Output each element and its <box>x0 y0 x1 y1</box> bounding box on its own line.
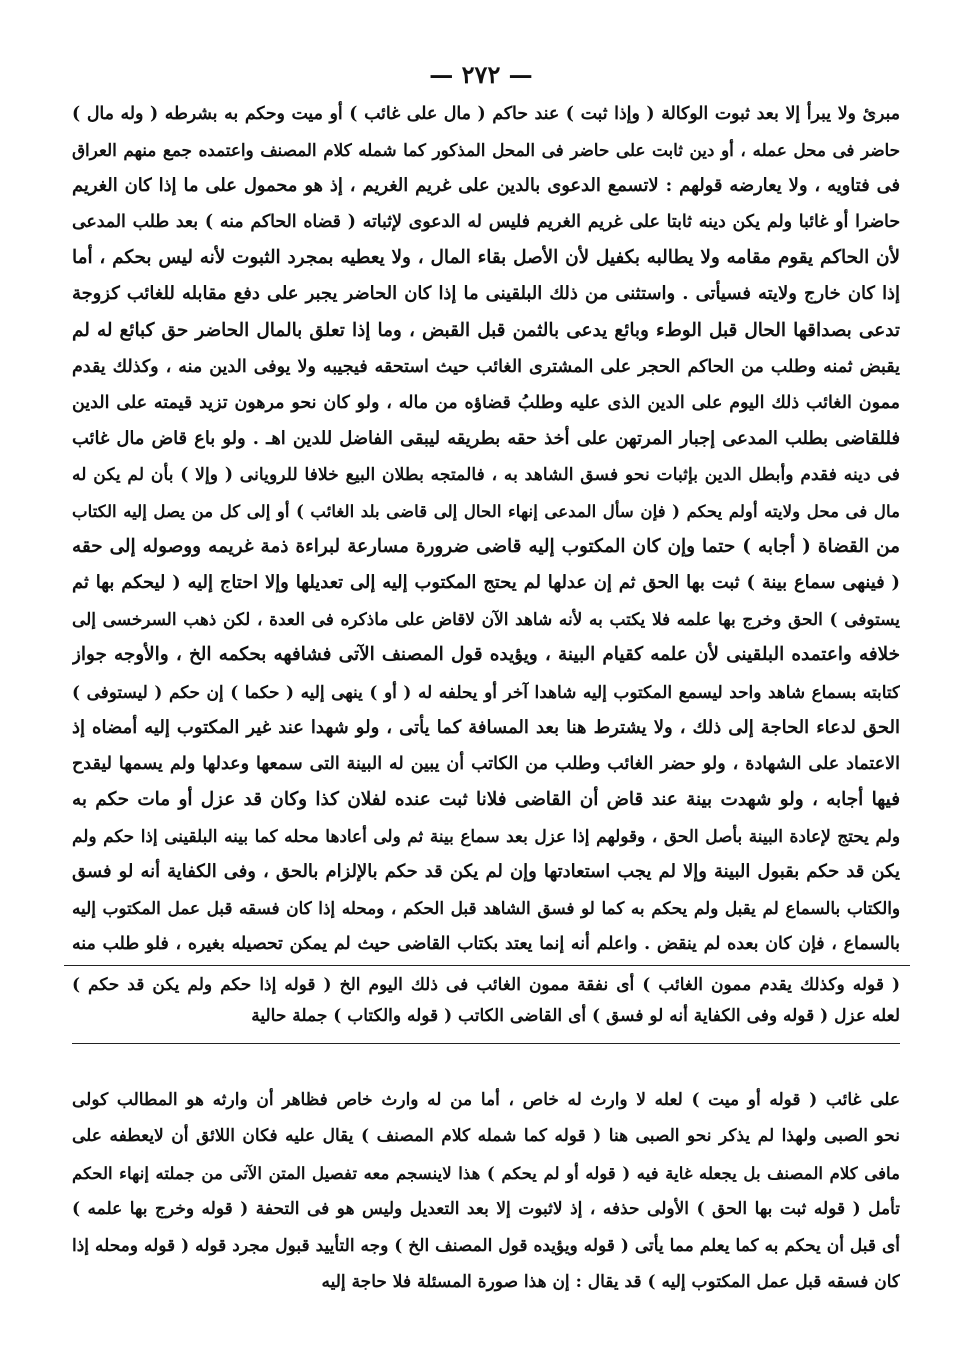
footnote-line: نحو الصبى ولهذا لم يذكر نحو الصبى هنا ( قوله كما شمله كلام المصنف ) يقال عليه فكان اللائق أن لايعطفه على <box>72 1126 900 1147</box>
main-text-line: ممون الغائب ذلك اليوم على الدين الذى عليه وطلبُ قضاؤه من ماله ، ولو كان نحو مرهون تزيد قيمته على الدين <box>72 392 900 413</box>
footnotes-lower <box>72 1082 900 1300</box>
main-text <box>72 96 900 962</box>
main-text-line: والكتاب بالسماع لم يقبل ولم يحكم به كما لو فسق الشاهد قبل الحكم ، ومحله إذا كان فسقه قبل عمل المكتوب إليه <box>72 898 900 919</box>
main-text-line: بالسماع ، فإن كان بعده لم ينقض . واعلم أنه إنما يعتد بكتاب القاضى حيث لم يمكن تحصيله بغيره ، فلو طلب منه <box>72 934 900 955</box>
footnote-line: مافى كلام المصنف بل يجعله غاية فيه ( قوله أو لم يحكم ) هذا لاينسجم معه تفصيل المتن الآتى من جملته إنهاء الحكم <box>72 1162 900 1183</box>
main-text-line: فللقاضى بطلب المدعى إجبار المرتهن على أخذ حقه بطريقه ليبقى الفاضل للدين اهـ . ولو باع قاض مال غائب <box>72 427 900 449</box>
footnote-divider <box>64 965 910 966</box>
main-text-line: يقبض ثمنه وطلب من الحاكم الحجر على المشترى الغائب حيث استحقه فيجيبه ولا يوفى الدين منه ، وكذلك يقدم <box>72 356 900 377</box>
main-text-line: تدعى بصداقها الحال قبل الوطء وبائع يدعى بالثمن قبل القبض ، وما إذا تعلق بالمال الحاضر حق كبائع له لم <box>72 319 900 341</box>
footnote-line: على غائب ( قوله أو ميت ) لعله لا وارث له خاص ، أما من له وارث خاص فظاهر أن وارثه هو المطالب كولى <box>72 1090 900 1110</box>
main-text-line: فى دينه فقدم وأبطل الدين بإثبات نحو فسق الشاهد به ، فالمتجه بطلان البيع خلافا للرويانى ( وإلا ) بأن لم يكن له <box>72 464 900 485</box>
footnote-line: تأمل ( قوله ثبت بها الحق ) الأولى حذفه ، إذ لاثبوت إلا بعد التعديل وليس هو فى التحفة ( قوله وخرج بها علمه ) <box>72 1199 900 1220</box>
page-number: — ٢٧٢ — <box>429 60 533 89</box>
footnote-line: كان فسقه قبل عمل المكتوب إليه ) قد يقال : إن هذا صورة المسئلة فلا حاجة إليه <box>321 1271 900 1292</box>
main-text-line: خلافه واعتمده البلقينى لأن علمه كقيام البينة ، ويؤيده قول المصنف الآتى فشافهه بحكمه الخ ، والأوجه جواز <box>72 644 900 666</box>
main-text-line: يستوفى ) الحق وخرج بها علمه فلا يكتب به لأنه شاهد الآن لاقاض على ماذكره فى العدة ، لكن ذهب السرخسى إلى <box>72 609 900 630</box>
main-text-line: حاضر فى محل عمله ، أو دين ثابت على حاضر فى المحل المذكور كما شمله كلام المصنف واعتمده جمع منهم العراق <box>72 140 900 161</box>
main-text-line: مال فى محل ولايته أولم يحكم ( فإن سأل المدعى إنهاء الحال إلى قاضى بلد الغائب ) أو إلى كل من يصل إليه الكتاب <box>72 501 900 522</box>
footnote-line: أى قبل أن يحكم به كما يعلم مما يأتى ( قوله ويؤيده قول المصنف الخ ) وجه التأييد قبول مجرد قوله ( قوله ومحله إذا <box>72 1235 900 1256</box>
footnote-line: ( قوله وكذلك يقدم ممون الغائب ) أى نفقة ممون الغائب فى ذلك اليوم الخ ( قوله إذا حكم ولم يكن قد حكم ) <box>72 975 900 995</box>
main-text-line: الحق لدعاء الحاجة إلى ذلك ، ولا يشترط هنا بعد المسافة كما يأتى ، ولو شهدا عند غير المكتوب إليه أمضاه إذ <box>72 716 900 738</box>
main-text-line: يكن قد حكم بقبول البينة وإلا لم يجب استعادتها وإن لم يكن قد حكم بالإلزام بالحق ، وفى الكفاية أنه لو فسق <box>72 860 900 882</box>
main-text-line: من القضاة ( أجابه ) حتما وإن كان المكتوب إليه قاضى ضرورة مسارعة لبراءة ذمة غريمه ووصوله إلى حقه <box>72 536 900 558</box>
main-text-line: الاعتماد على الشهادة ، ولو حضر الغائب وطلب من الكاتب أن يبين له البينة التى سمعها وعدلها ولم يسمها ليقدح <box>72 753 900 774</box>
main-text-line: كتابته بسماع شاهد واحد ليسمع المكتوب إليه شاهدا آخر أو يحلفه له ( أو ) ينهى إليه ( حكما ) إن حكم ( ليستوفى ) <box>72 681 900 702</box>
main-text-line: حاضرا أو غائبا ولم يكن دينه ثابتا على غريم الغريم فليس له الدعوى لإثباته ( قضاه الحاكم منه ) بعد طلب المدعى <box>72 212 900 233</box>
main-text-line: ( فينهى سماع بينة ) ثبت بها الحق ثم إن عدلها لم يحتج المكتوب إليه إلى تعديلها وإلا احتاج إليه ( ليحكم بها ثم <box>72 572 900 594</box>
main-text-line: فى فتاويه ، ولا يعارضه قولهم : لاتسمع الدعوى بالدين على غريم الغريم ، إذ هو محمول على ما إذا كان الغريم <box>72 175 900 197</box>
footnote-line: لعله عزل ( قوله وفى الكفاية أنه لو فسق ) أى القاضى الكاتب ( قوله والكتاب ) جملة حالية <box>251 1006 900 1026</box>
main-text-line: لأن الحاكم يقوم مقامه ولا يطالبه بكفيل لأن الأصل بقاء المال ، ولا يعطيه بمجرد الثبوت لأنه ليس بحكم ، أما <box>72 247 900 269</box>
footnotes-upper <box>72 970 900 1032</box>
main-text-line: مبرئ ولا يبرأ إلا بعد ثبوت الوكالة ( وإذا ثبت ) عند حاكم ( مال على غائب ) أو ميت وحكم به بشرطه ( وله مال ) <box>72 104 900 124</box>
main-text-line: فيها أجابه ، ولو شهدت بينة عند قاض أن القاضى فلانا ثبت عنده لفلان كذا وكان قد عزل أو مات حكم به <box>72 788 900 810</box>
main-text-line: إذا كان خارج ولايته فسيأتى . واستثنى من ذلك البلقينى ما إذا كان الحاضر يجبر على دفع مقابله للغائب كزوجة <box>72 283 900 305</box>
main-text-line: ولم يحتج لإعادة البينة بأصل الحق ، وقولهم إذا عزل بعد سماع بينة ثم ولى أعادها محله كما بينه البلقينى إذا حكم ولم <box>72 825 900 846</box>
footnote-divider-lower <box>72 1043 900 1044</box>
